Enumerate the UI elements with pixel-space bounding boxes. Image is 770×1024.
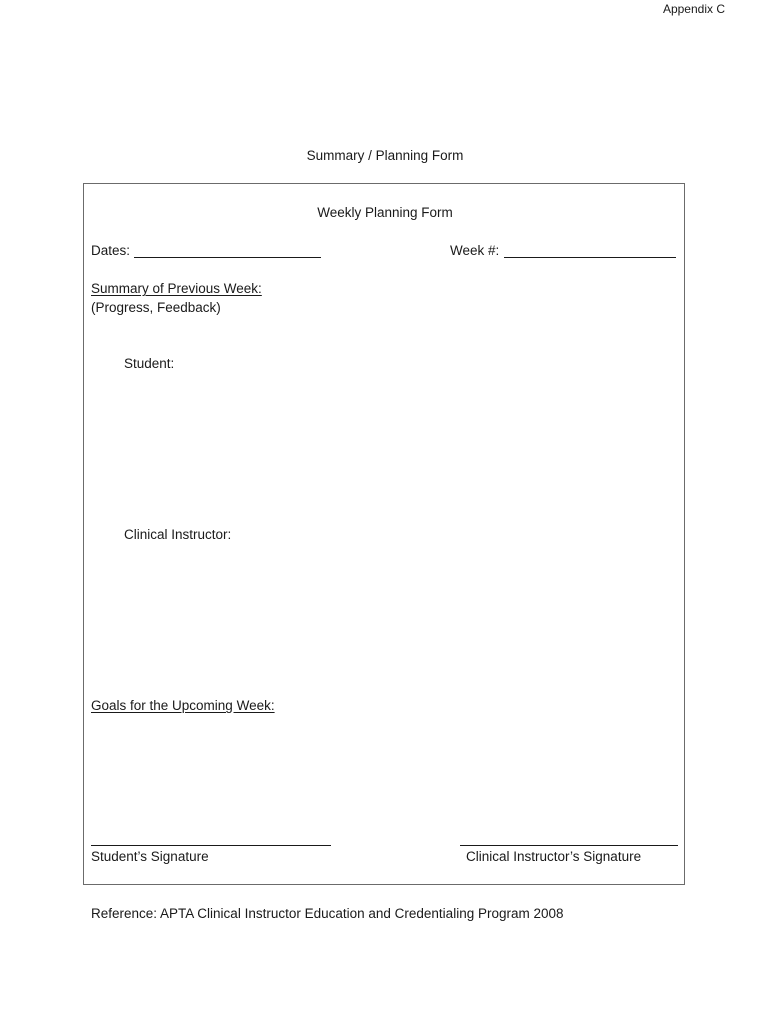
- week-number-label: Week #:: [450, 243, 500, 258]
- form-heading: Weekly Planning Form: [317, 205, 453, 220]
- dates-field[interactable]: [134, 257, 321, 258]
- summary-note: (Progress, Feedback): [91, 300, 221, 315]
- ci-signature-label: Clinical Instructor’s Signature: [466, 849, 642, 864]
- goals-area[interactable]: [91, 720, 676, 835]
- ci-summary-area[interactable]: [124, 549, 674, 689]
- summary-heading: Summary of Previous Week:: [91, 281, 262, 296]
- appendix-label: Appendix C: [662, 2, 725, 16]
- clinical-instructor-label: Clinical Instructor:: [124, 527, 232, 542]
- goals-heading: Goals for the Upcoming Week:: [91, 698, 275, 713]
- student-summary-area[interactable]: [124, 378, 674, 518]
- reference-note: Reference: APTA Clinical Instructor Education and Credentialing Program 2008: [91, 906, 564, 921]
- student-label: Student:: [124, 356, 175, 371]
- ci-signature-line[interactable]: [460, 845, 678, 846]
- student-signature-label: Student’s Signature: [91, 849, 209, 864]
- page-title: Summary / Planning Form: [306, 148, 464, 163]
- student-signature-line[interactable]: [91, 845, 331, 846]
- dates-label: Dates:: [91, 243, 131, 258]
- week-number-field[interactable]: [504, 257, 676, 258]
